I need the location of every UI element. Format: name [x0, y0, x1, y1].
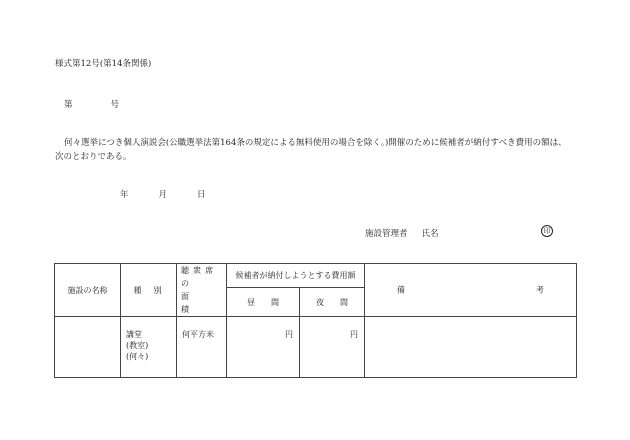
signer-role: 施設管理者	[365, 229, 408, 239]
cell-facility-name	[55, 317, 121, 378]
cell-kind	[121, 317, 177, 378]
date-month: 月	[158, 190, 168, 200]
cell-daytime-yen: 円	[227, 317, 300, 378]
cell-nighttime-yen: 円	[300, 317, 365, 378]
header-remarks-1: 備	[397, 285, 405, 295]
date-year: 年	[120, 190, 129, 200]
header-kind: 種 別	[121, 264, 177, 317]
number-label: 第	[64, 100, 73, 110]
fee-table	[54, 263, 577, 378]
date-day: 日	[197, 190, 206, 200]
header-fee-group: 候補者が納付しようとする費用額	[227, 264, 365, 288]
header-remarks	[365, 264, 577, 317]
header-nighttime: 夜 間	[300, 288, 365, 317]
header-daytime: 昼 間	[227, 288, 300, 317]
seal-icon: 印	[541, 225, 553, 237]
body-text: 何々選挙につき個人演説会(公職選挙法第164条の規定による無料使用の場合を除く。)開催のために候補者が納付すべき費用の額は、次のとおりである。	[55, 138, 567, 162]
cell-kind-1: 講堂	[126, 330, 142, 339]
cell-remarks	[365, 317, 577, 378]
cell-kind-2: (教室)	[126, 341, 149, 350]
date-line	[120, 188, 206, 200]
table-row	[55, 317, 577, 378]
cell-kind-3: (何々)	[126, 352, 149, 361]
header-area-line1: 聴衆席の	[181, 266, 217, 288]
header-area-line2: 面 積	[181, 292, 217, 314]
signer-name-label: 氏名	[421, 229, 439, 239]
header-remarks-2: 考	[536, 285, 544, 295]
signer-line	[365, 227, 439, 239]
header-area	[177, 264, 227, 317]
cell-area: 何平方米	[177, 317, 227, 378]
number-suffix: 号	[110, 100, 120, 110]
document-number	[64, 98, 119, 110]
header-facility-name: 施設の名称	[55, 264, 121, 317]
form-title: 様式第12号(第14条関係)	[55, 59, 152, 69]
